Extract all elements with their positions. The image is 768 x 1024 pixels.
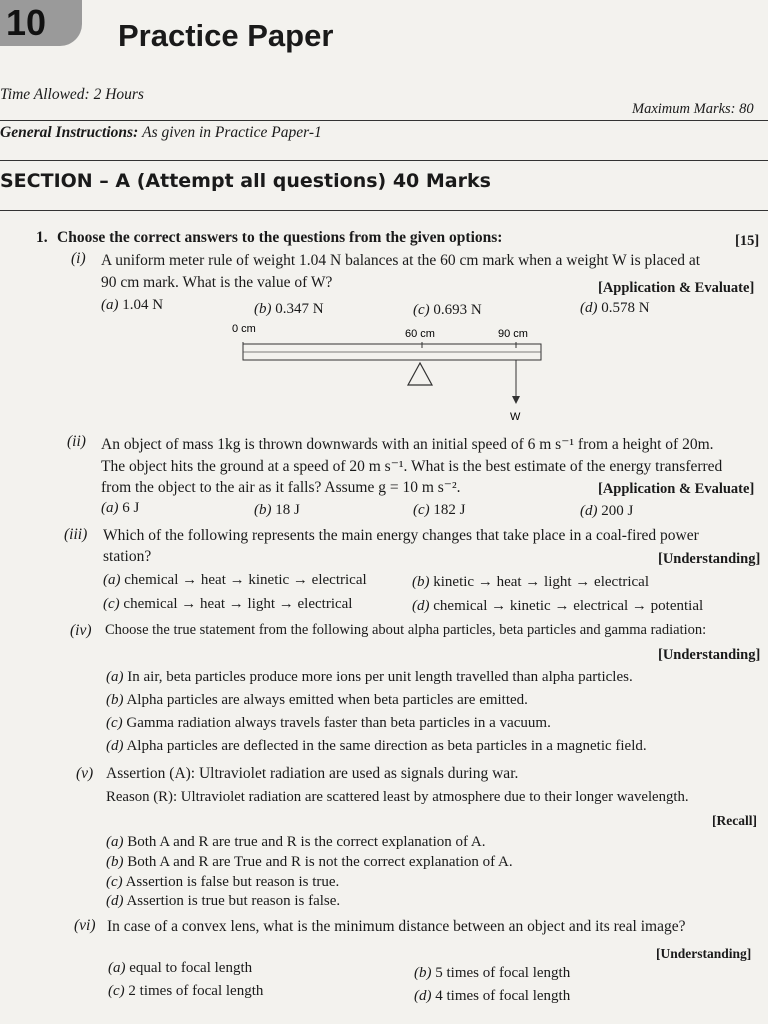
- q-v-tag: [Recall]: [712, 813, 757, 828]
- q-ii-option-b: (b) 18 J: [254, 502, 300, 518]
- section-rule: [0, 210, 768, 211]
- q-iv-option-a: (a) In air, beta particles produce more ions per unit length travelled than alpha particles.: [106, 669, 633, 685]
- instructions-label: General Instructions:: [0, 124, 139, 141]
- q-ii-option-a: (a) 6 J: [101, 500, 140, 516]
- q-iii-line-1: Which of the following represents the main energy changes that take place in a coal-fired power: [103, 527, 699, 544]
- q-vi-option-c: (c) 2 times of focal length: [108, 983, 264, 999]
- q-i-line-2: 90 cm mark. What is the value of W?: [101, 274, 333, 291]
- q-iii-option-d: (d) chemical → kinetic → electrical → potential: [412, 598, 704, 614]
- label-60-cm: 60 cm: [405, 328, 435, 340]
- q-v-option-d: (d) Assertion is true but reason is false.: [106, 893, 341, 909]
- q-i-tag: [Application & Evaluate]: [598, 280, 755, 296]
- q-iv-line-1: Choose the true statement from the following about alpha particles, beta particles and gamma radiation:: [105, 622, 707, 638]
- q-i-number: (i): [71, 250, 86, 267]
- q-ii-line-2: The object hits the ground at a speed of 20 m s⁻¹. What is the best estimate of the energy transferred: [101, 458, 723, 475]
- question-1-text: Choose the correct answers to the questions from the given options:: [57, 229, 503, 246]
- q-vi-tag: [Understanding]: [656, 946, 752, 961]
- q-iii-number: (iii): [64, 526, 88, 543]
- label-90-cm: 90 cm: [498, 328, 528, 340]
- max-marks: Maximum Marks: 80: [632, 101, 754, 117]
- q-v-option-a: (a) Both A and R are true and R is the correct explanation of A.: [106, 834, 486, 850]
- chapter-number: 10: [6, 2, 47, 43]
- meter-rule-diagram: [230, 318, 560, 428]
- q-ii-option-c: (c) 182 J: [413, 502, 466, 518]
- q-i-option-b: (b) 0.347 N: [254, 301, 324, 317]
- q-vi-number: (vi): [74, 917, 96, 934]
- question-1-marks: [15]: [735, 233, 760, 249]
- q-v-number: (v): [76, 765, 94, 782]
- header-rule: [0, 120, 768, 121]
- q-iv-option-c: (c) Gamma radiation always travels faster than beta particles in a vacuum.: [106, 715, 551, 731]
- label-0-cm: 0 cm: [232, 323, 256, 335]
- q-iv-option-d: (d) Alpha particles are deflected in the same direction as beta particles in a magnetic field.: [106, 738, 647, 754]
- q-i-option-a: (a) 1.04 N: [101, 297, 164, 313]
- q-v-option-b: (b) Both A and R are True and R is not the correct explanation of A.: [106, 854, 513, 870]
- question-1-number: 1.: [36, 229, 48, 246]
- q-iii-option-c: (c) chemical → heat → light → electrical: [103, 596, 353, 612]
- chapter-badge: [0, 0, 82, 46]
- q-iii-option-a: (a) chemical → heat → kinetic → electrical: [103, 572, 367, 588]
- q-v-assertion: Assertion (A): Ultraviolet radiation are used as signals during war.: [106, 765, 519, 782]
- q-ii-line-1: An object of mass 1kg is thrown downwards with an initial speed of 6 m s⁻¹ from a height of 20m.: [101, 436, 714, 453]
- q-vi-line-1: In case of a convex lens, what is the minimum distance between an object and its real image?: [107, 918, 686, 935]
- q-i-option-d: (d) 0.578 N: [580, 300, 650, 316]
- page-title: Practice Paper: [118, 18, 334, 53]
- label-w: W: [510, 411, 521, 423]
- q-v-reason: Reason (R): Ultraviolet radiation are scattered least by atmosphere due to their longer wavelength.: [106, 789, 689, 805]
- q-iii-option-b: (b) kinetic → heat → light → electrical: [412, 574, 650, 590]
- instructions-rule: [0, 160, 768, 161]
- q-iv-option-b: (b) Alpha particles are always emitted when beta particles are emitted.: [106, 692, 528, 708]
- q-ii-option-d: (d) 200 J: [580, 503, 634, 519]
- q-vi-option-a: (a) equal to focal length: [108, 960, 253, 976]
- general-instructions: [0, 124, 322, 142]
- q-ii-line-3: from the object to the air as it falls? Assume g = 10 m s⁻².: [101, 479, 461, 496]
- q-iv-tag: [Understanding]: [658, 647, 761, 663]
- instructions-text: As given in Practice Paper-1: [142, 124, 322, 141]
- q-vi-option-b: (b) 5 times of focal length: [414, 965, 571, 981]
- section-title: SECTION – A (Attempt all questions) 40 Marks: [0, 170, 491, 192]
- q-iv-number: (iv): [70, 622, 92, 639]
- q-ii-number: (ii): [67, 433, 86, 450]
- q-iii-line-2: station?: [103, 548, 152, 565]
- q-v-option-c: (c) Assertion is false but reason is true.: [106, 874, 340, 890]
- time-allowed: Time Allowed: 2 Hours: [0, 86, 144, 103]
- weight-arrow-head: [512, 396, 520, 404]
- fulcrum-triangle: [408, 363, 432, 385]
- q-iii-tag: [Understanding]: [658, 551, 761, 567]
- q-i-line-1: A uniform meter rule of weight 1.04 N balances at the 60 cm mark when a weight W is placed at: [101, 252, 701, 269]
- q-i-option-c: (c) 0.693 N: [413, 302, 482, 318]
- q-ii-tag: [Application & Evaluate]: [598, 481, 755, 497]
- q-vi-option-d: (d) 4 times of focal length: [414, 988, 571, 1004]
